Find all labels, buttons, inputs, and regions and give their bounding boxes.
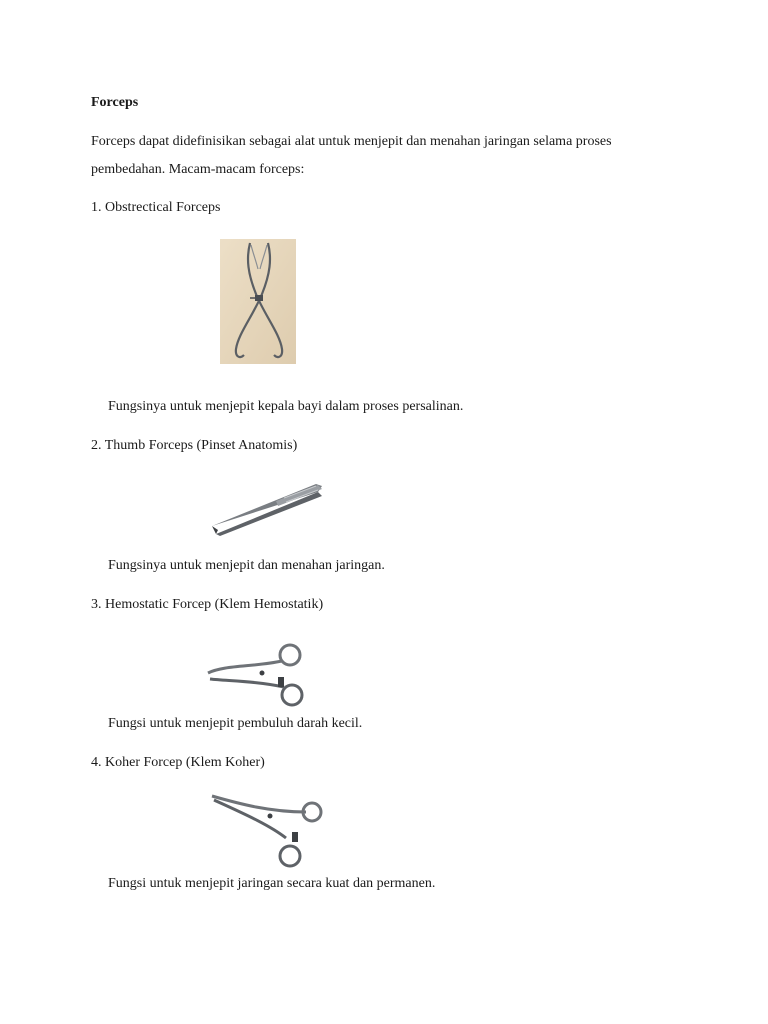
intro-line-1: Forceps dapat didefinisikan sebagai alat untuk menjepit dan menahan jaringan selama proses xyxy=(91,134,612,149)
item-heading-obstetrical: 1. Obstrectical Forceps xyxy=(91,200,221,215)
item-function-obstetrical: Fungsinya untuk menjepit kepala bayi dalam proses persalinan. xyxy=(108,399,464,414)
hemostatic-forceps-icon xyxy=(204,639,310,709)
item-heading-koher: 4. Koher Forcep (Klem Koher) xyxy=(91,755,265,770)
document-title: Forceps xyxy=(91,95,139,110)
koher-forceps-icon xyxy=(210,790,326,870)
item-heading-hemostatic: 3. Hemostatic Forcep (Klem Hemostatik) xyxy=(91,597,324,612)
item-function-thumb: Fungsinya untuk menjepit dan menahan jaringan. xyxy=(108,558,385,573)
thumb-forceps-icon xyxy=(206,476,328,542)
intro-line-2: pembedahan. Macam-macam forceps: xyxy=(91,162,305,177)
item-function-hemostatic: Fungsi untuk menjepit pembuluh darah kecil. xyxy=(108,716,363,731)
obstetrical-forceps-icon xyxy=(220,239,296,364)
item-heading-thumb: 2. Thumb Forceps (Pinset Anatomis) xyxy=(91,438,298,453)
item-function-koher: Fungsi untuk menjepit jaringan secara kuat dan permanen. xyxy=(108,876,436,891)
